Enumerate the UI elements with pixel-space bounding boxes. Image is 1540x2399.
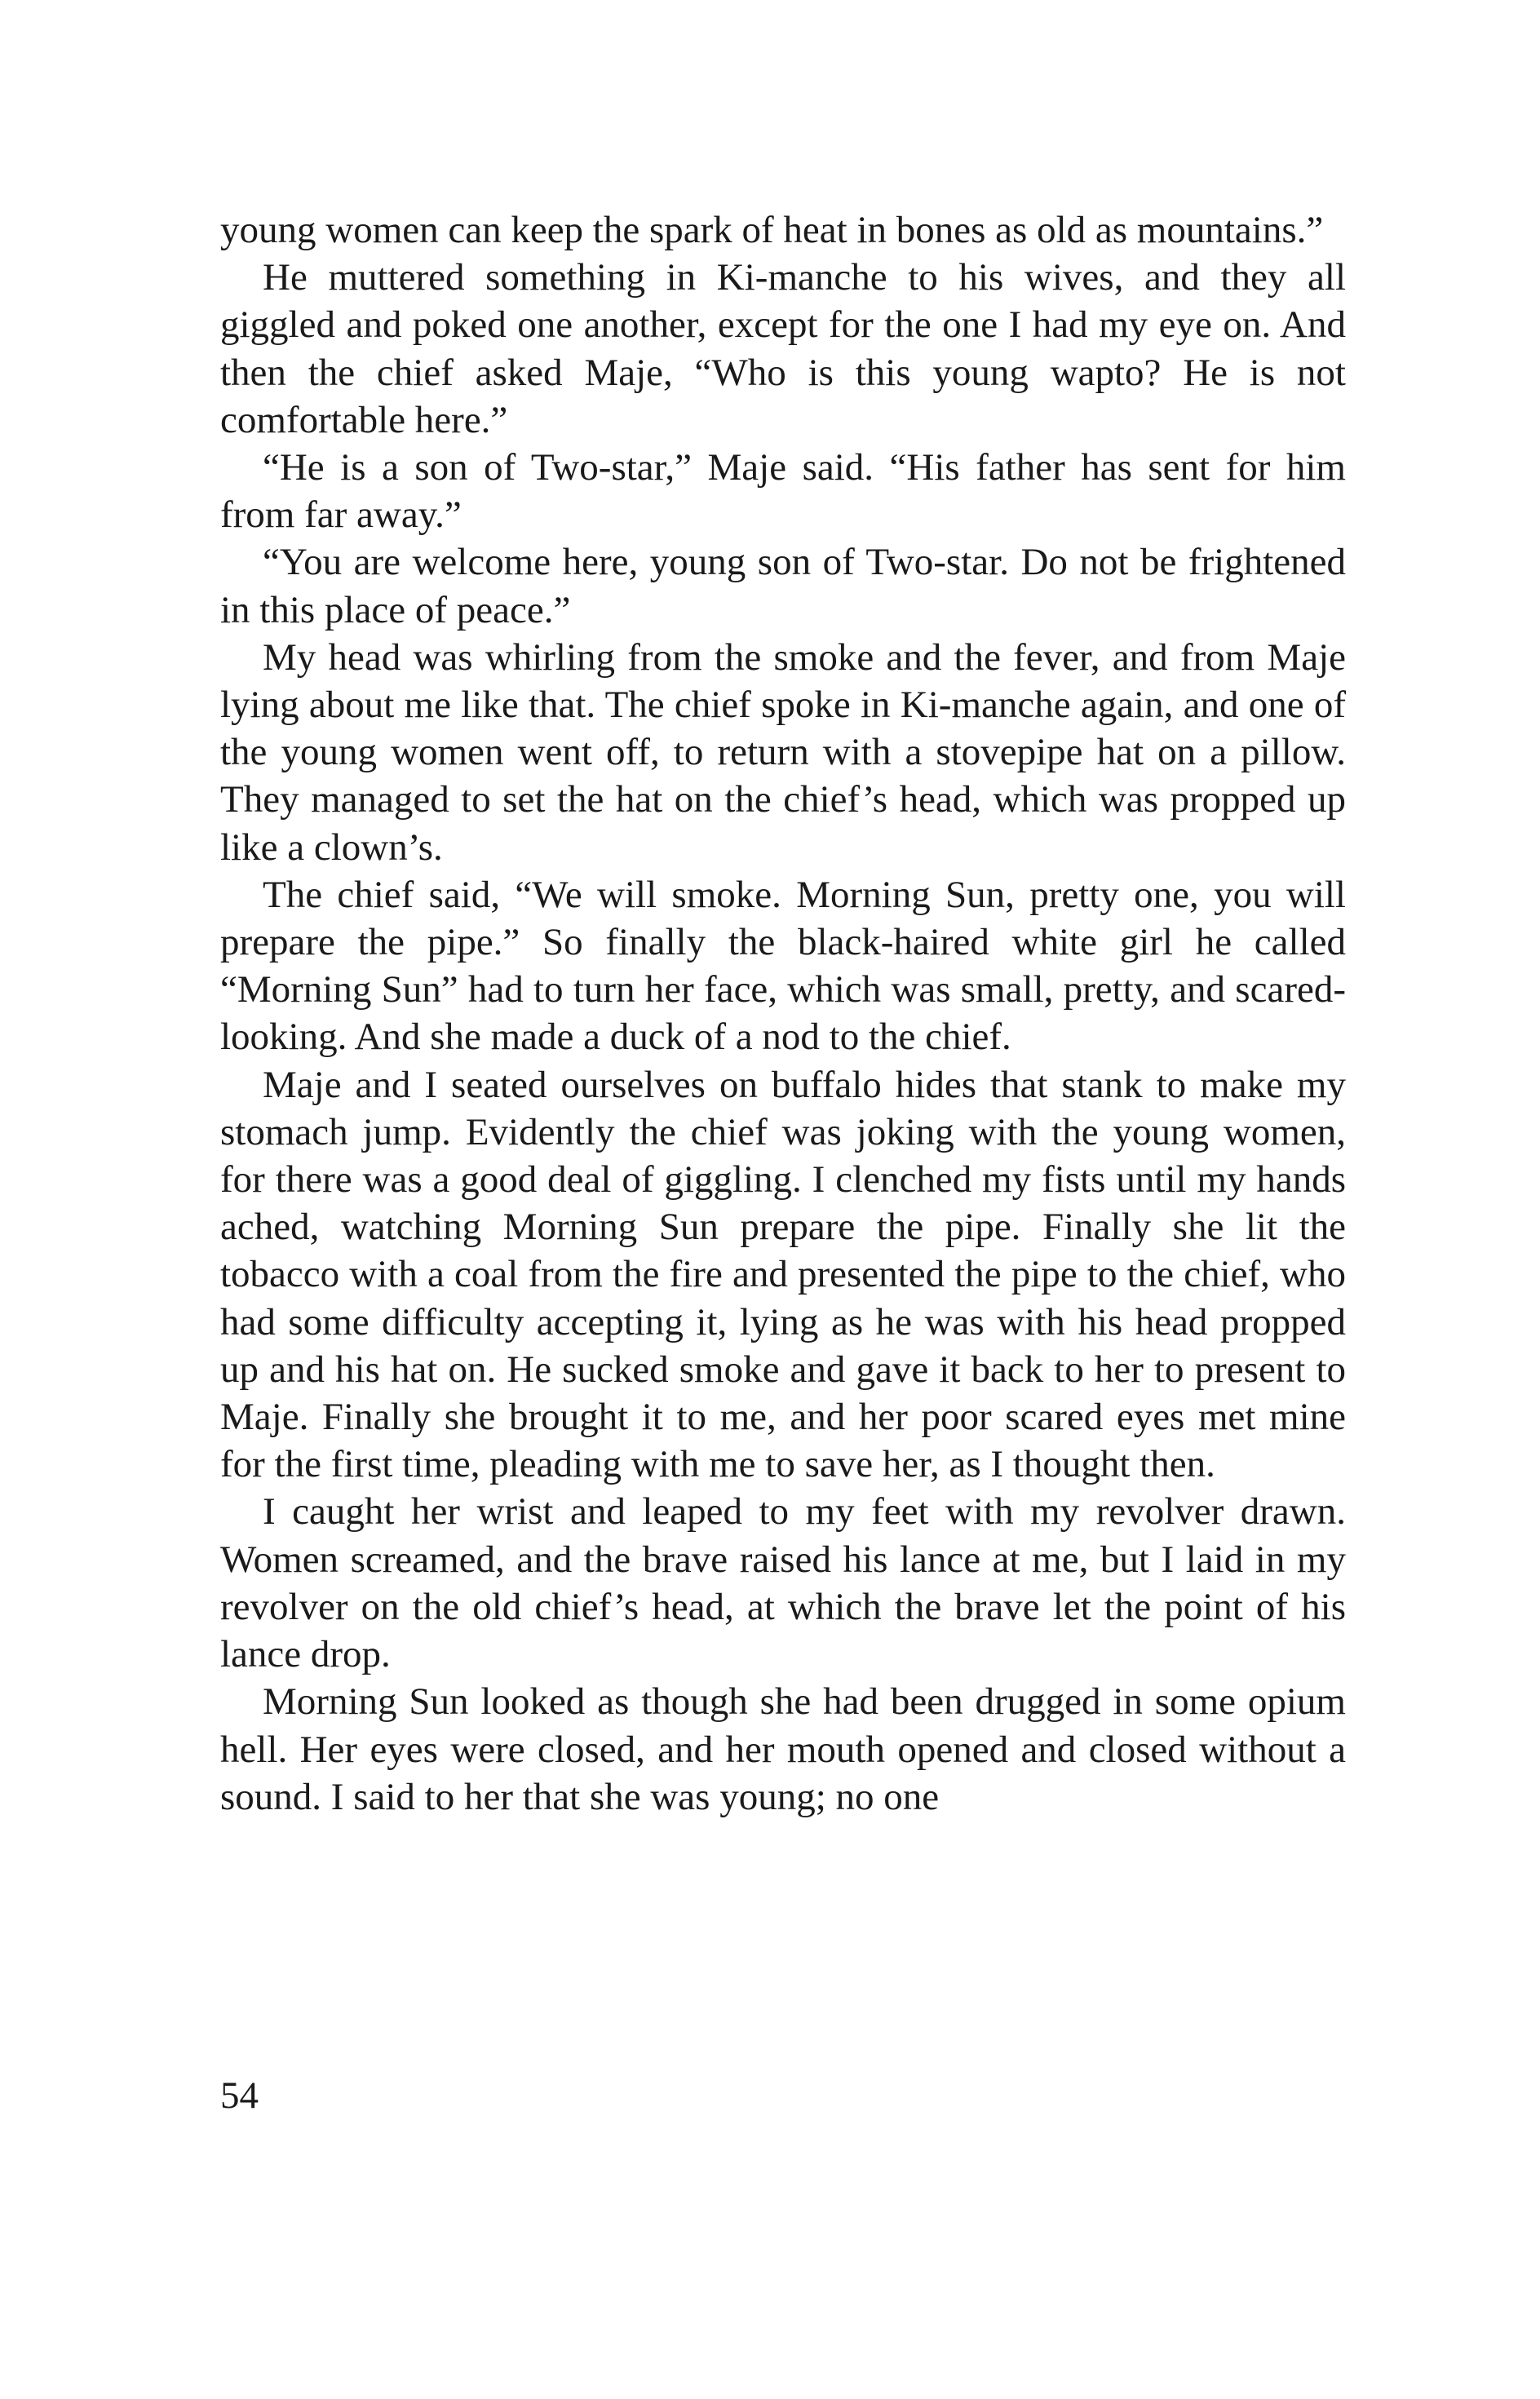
paragraph-continued: young women can keep the spark of heat in bones as old as mountains.” [220, 209, 1324, 251]
paragraph: I caught her wrist and leaped to my feet with my revolver drawn. Women screamed, and the brave raised his lance at me, but I laid in my revolver on the old chief’s head, at which the brave let the point of his lance drop. [220, 1490, 1346, 1676]
paragraph: “He is a son of Two-star,” Maje said. “His father has sent for him from far away.” [220, 446, 1346, 537]
paragraph: My head was whirling from the smoke and the fever, and from Maje lying about me like that. The chief spoke in Ki-manche again, and one of the young women went off, to return with a stovepipe hat on a pillow. They managed to set the hat on the chief’s head, which was propped up like a clown’s. [220, 635, 1346, 869]
paragraph: “You are welcome here, young son of Two-star. Do not be frightened in this place of peace.” [220, 541, 1346, 631]
paragraph: Morning Sun looked as though she had been drugged in some opium hell. Her eyes were closed, and her mouth opened and closed without a sound. I said to her that she was young; no one [220, 1680, 1346, 1818]
paragraph: He muttered something in Ki-manche to his wives, and they all giggled and poked one another, except for the one I had my eye on. And then the chief asked Maje, “Who is this young wapto? He is not comfortable here.” [220, 256, 1346, 441]
body-text [220, 206, 1346, 1821]
paragraph: The chief said, “We will smoke. Morning Sun, pretty one, you will prepare the pipe.” So finally the black-haired white girl he called “Morning Sun” had to turn her face, which was small, pretty, and scared-looking. And she made a duck of a nod to the chief. [220, 873, 1346, 1059]
paragraph: Maje and I seated ourselves on buffalo hides that stank to make my stomach jump. Evidently the chief was joking with the young women, for there was a good deal of giggling. I clenched my fists until my hands ached, watching Morning Sun prepare the pipe. Finally she lit the tobacco with a coal from the fire and presented the pipe to the chief, who had some difficulty accepting it, lying as he was with his head propped up and his hat on. He sucked smoke and gave it back to her to present to Maje. Finally she brought it to me, and her poor scared eyes met mine for the first time, pleading with me to save her, as I thought then. [220, 1063, 1346, 1486]
page-number: 54 [220, 2074, 259, 2117]
